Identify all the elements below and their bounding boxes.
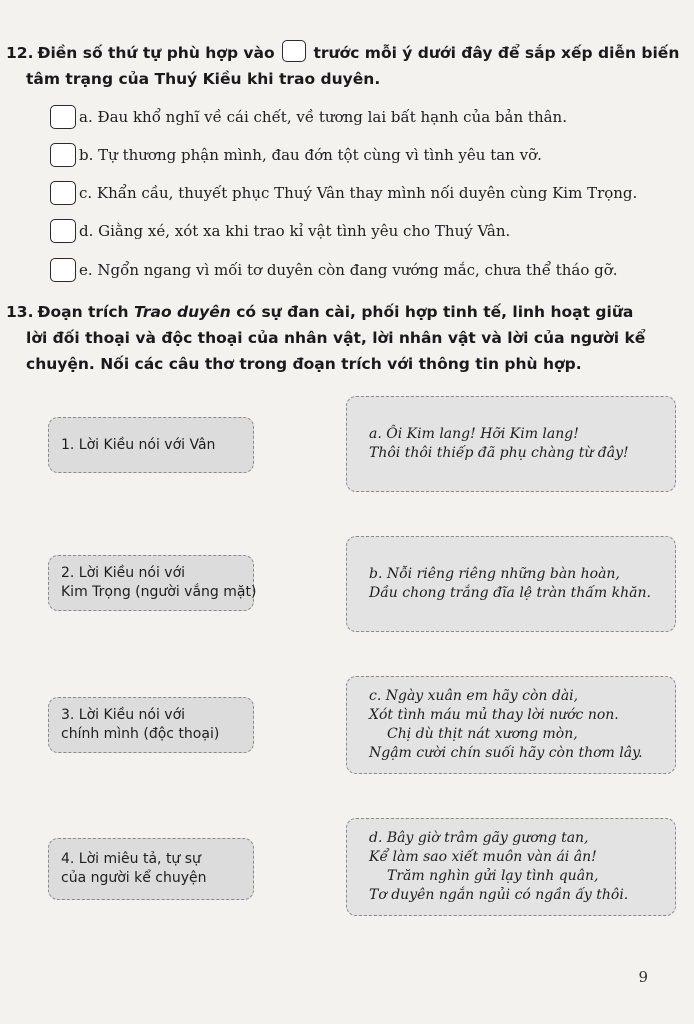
right-card-d-line-4: Tơ duyên ngắn ngủi có ngần ấy thôi. xyxy=(369,887,629,903)
left-card-4-line-2: của người kể chuyện xyxy=(61,870,207,886)
right-card-c-line-2: Xót tình máu mủ thay lời nước non. xyxy=(369,707,619,723)
answer-box-c[interactable] xyxy=(50,181,76,205)
page-number: 9 xyxy=(638,968,648,986)
right-card-c-line-1: c. Ngày xuân em hãy còn dài, xyxy=(369,688,579,704)
option-c-text: c. Khẩn cầu, thuyết phục Thuý Vân thay mình nối duyên cùng Kim Trọng. xyxy=(79,184,638,202)
right-card-d-line-1: d. Bây giờ trâm gãy gương tan, xyxy=(369,830,589,846)
left-card-4[interactable] xyxy=(48,838,254,900)
inline-answer-box xyxy=(282,40,306,62)
right-card-b-line-1: b. Nỗi riêng riêng những bàn hoàn, xyxy=(369,566,620,582)
question-13-line1-after: có sự đan cài, phối hợp tinh tế, linh hoạt giữa xyxy=(236,303,634,321)
left-card-1[interactable] xyxy=(48,417,254,473)
option-e xyxy=(50,257,670,283)
answer-box-b[interactable] xyxy=(50,143,76,167)
right-card-c[interactable] xyxy=(346,676,676,774)
right-card-a-line-1: a. Ôi Kim lang! Hỡi Kim lang! xyxy=(369,426,579,442)
option-b-text: b. Tự thương phận mình, đau đớn tột cùng vì tình yêu tan vỡ. xyxy=(79,146,542,164)
question-13-line3: chuyện. Nối các câu thơ trong đoạn trích với thông tin phù hợp. xyxy=(26,355,582,373)
right-card-d[interactable] xyxy=(346,818,676,916)
question-12-text-line2: tâm trạng của Thuý Kiều khi trao duyên. xyxy=(26,70,381,88)
question-12-text-before: Điền số thứ tự phù hợp vào xyxy=(37,44,275,62)
right-card-b[interactable] xyxy=(346,536,676,632)
left-card-3-line-1: 3. Lời Kiều nói với xyxy=(61,707,186,723)
option-a xyxy=(50,104,670,130)
question-13-line2: lời đối thoại và độc thoại của nhân vật, lời nhân vật và lời của người kể xyxy=(26,329,646,347)
option-c xyxy=(50,180,670,206)
option-d xyxy=(50,218,670,244)
question-13-line1-before: Đoạn trích xyxy=(37,303,129,321)
option-e-text: e. Ngổn ngang vì mối tơ duyên còn đang vướng mắc, chưa thể tháo gỡ. xyxy=(79,261,618,279)
answer-box-e[interactable] xyxy=(50,258,76,282)
right-card-d-line-2: Kể làm sao xiết muôn vàn ái ân! xyxy=(369,849,597,865)
question-12-text-after: trước mỗi ý dưới đây để sắp xếp diễn biến xyxy=(313,44,680,62)
right-card-b-line-2: Dầu chong trắng đĩa lệ tràn thấm khăn. xyxy=(369,585,651,601)
right-card-a-line-2: Thôi thôi thiếp đã phụ chàng từ đây! xyxy=(369,445,629,461)
right-card-d-line-3: Trăm nghìn gửi lạy tình quân, xyxy=(387,868,599,884)
left-card-2[interactable] xyxy=(48,555,257,611)
left-card-3-line-2: chính mình (độc thoại) xyxy=(61,726,220,742)
left-card-4-line-1: 4. Lời miêu tả, tự sự xyxy=(61,851,201,867)
question-12-title xyxy=(6,40,682,92)
option-d-text: d. Giằng xé, xót xa khi trao kỉ vật tình yêu cho Thuý Vân. xyxy=(79,222,511,240)
right-card-c-line-3: Chị dù thịt nát xương mòn, xyxy=(387,726,578,742)
option-b xyxy=(50,142,670,168)
left-card-2-line-2: Kim Trọng (người vắng mặt) xyxy=(61,584,257,600)
left-card-3[interactable] xyxy=(48,697,254,753)
left-card-2-line-1: 2. Lời Kiều nói với xyxy=(61,565,186,581)
left-card-1-line: 1. Lời Kiều nói với Vân xyxy=(61,436,216,453)
option-a-text: a. Đau khổ nghĩ về cái chết, về tương lai bất hạnh của bản thân. xyxy=(79,108,567,126)
question-13-number: 13. xyxy=(6,303,34,321)
right-card-a[interactable] xyxy=(346,396,676,492)
question-13-title xyxy=(6,299,682,377)
question-12-number: 12. xyxy=(6,44,34,62)
answer-box-a[interactable] xyxy=(50,105,76,129)
work-title: Trao duyên xyxy=(134,303,231,321)
answer-box-d[interactable] xyxy=(50,219,76,243)
right-card-c-line-4: Ngậm cười chín suối hãy còn thơm lây. xyxy=(369,745,643,761)
